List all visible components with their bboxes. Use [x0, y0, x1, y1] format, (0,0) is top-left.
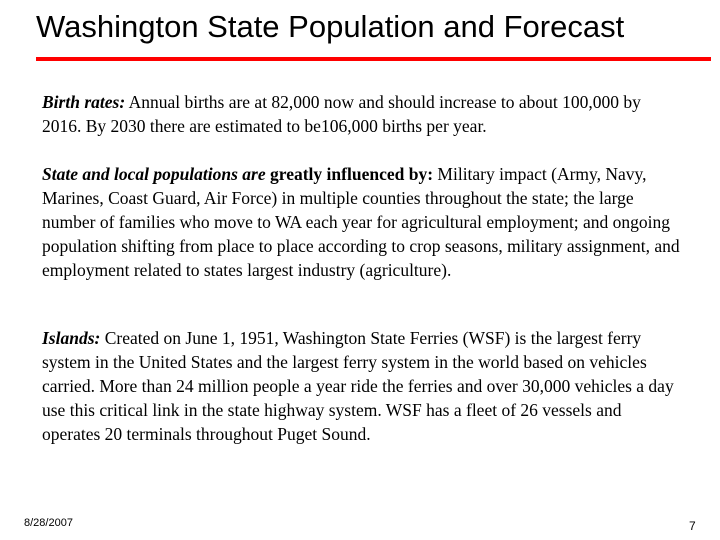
populations-paragraph	[42, 162, 682, 282]
populations-text: Military impact (Army, Navy, Marines, Coast Guard, Air Force) in multiple counties throughout the state; the large number of families who move to WA each year for agricultural employment; and ongoing population shifting from place to place according to crop seasons, military assignment, and employment related to states largest industry (agriculture).	[42, 164, 680, 280]
title-divider	[36, 57, 711, 61]
page-number: 7	[689, 519, 696, 533]
islands-heading: Islands:	[42, 328, 101, 348]
footer-date: 8/28/2007	[24, 517, 73, 529]
populations-heading-emphasis: greatly influenced by:	[265, 164, 434, 184]
birth-rates-heading: Birth rates:	[42, 92, 126, 112]
slide-title: Washington State Population and Forecast	[36, 9, 625, 44]
birth-rates-paragraph	[42, 90, 682, 138]
islands-text: Created on June 1, 1951, Washington State Ferries (WSF) is the largest ferry system in the United States and the largest ferry system in the world based on vehicles carried. More than 24 million people a year ride the ferries and over 30,000 vehicles a day use this critical link in the state highway system. WSF has a fleet of 26 vessels and operates 20 terminals throughout Puget Sound.	[42, 328, 674, 444]
islands-paragraph	[42, 326, 682, 446]
populations-heading: State and local populations are	[42, 164, 266, 184]
birth-rates-text: Annual births are at 82,000 now and should increase to about 100,000 by 2016. By 2030 there are estimated to be106,000 births per year.	[42, 92, 641, 136]
